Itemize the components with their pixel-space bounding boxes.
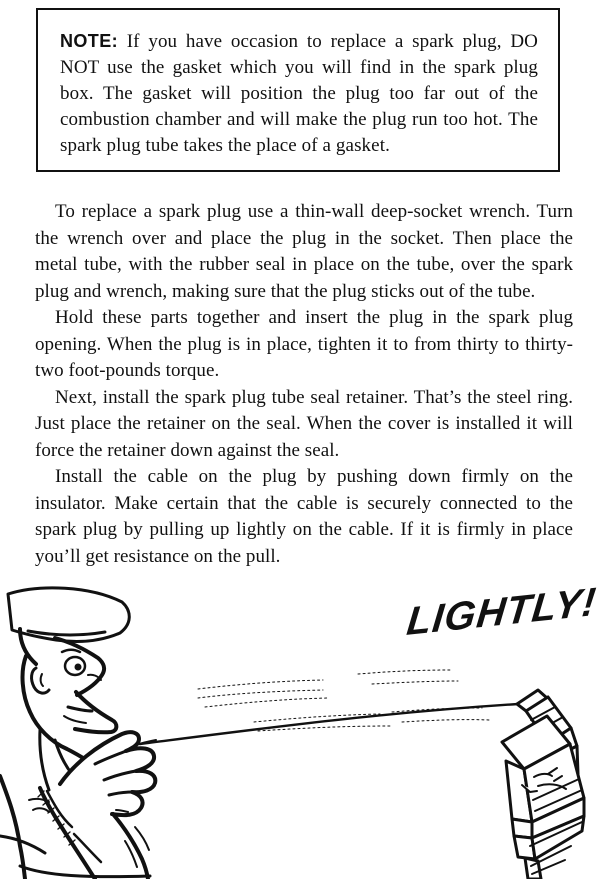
lightly-caption: LIGHTLY! bbox=[404, 580, 599, 644]
paragraph-seal-retainer: Next, install the spark plug tube seal retainer. That’s the steel ring. Just place the retainer on the seal. When the cover is installed it will force the retainer down against the seal. bbox=[35, 386, 573, 461]
paragraph-install-cable: Install the cable on the plug by pushing down firmly on the insulator. Make certain that the cable is securely connected to the spark plug by pulling up lightly on the cable. If it is firmly in place you’ll get resistance on the pull. bbox=[35, 466, 573, 567]
cable-line-icon bbox=[140, 670, 518, 744]
mechanic-illustration bbox=[0, 586, 600, 879]
note-body-text: If you have occasion to replace a spark plug, DO NOT use the gasket which you will find in the spark plug box. The gasket will position the plug too far out of the combustion chamber and will make the plug run too hot. The spark plug tube takes the place of a gasket. bbox=[60, 31, 538, 156]
illustration-svg bbox=[0, 586, 600, 879]
paragraph-replace-plug: To replace a spark plug use a thin-wall deep-socket wrench. Turn the wrench over and place the plug in the socket. Then place the metal tube, with the rubber seal in place on the tube, over the spark plug and wrench, making sure that the plug sticks out of the tube. bbox=[35, 201, 573, 302]
mechanic-cartoon-icon bbox=[0, 588, 156, 879]
spark-plug-icon bbox=[502, 690, 584, 879]
note-label: NOTE: bbox=[60, 31, 118, 51]
body-copy bbox=[35, 199, 573, 570]
note-box bbox=[36, 8, 560, 172]
paragraph-install-torque: Hold these parts together and insert the plug in the spark plug opening. When the plug is in place, tighten it to from thirty to thirty-two foot-pounds torque. bbox=[35, 307, 573, 381]
note-paragraph bbox=[60, 28, 538, 159]
